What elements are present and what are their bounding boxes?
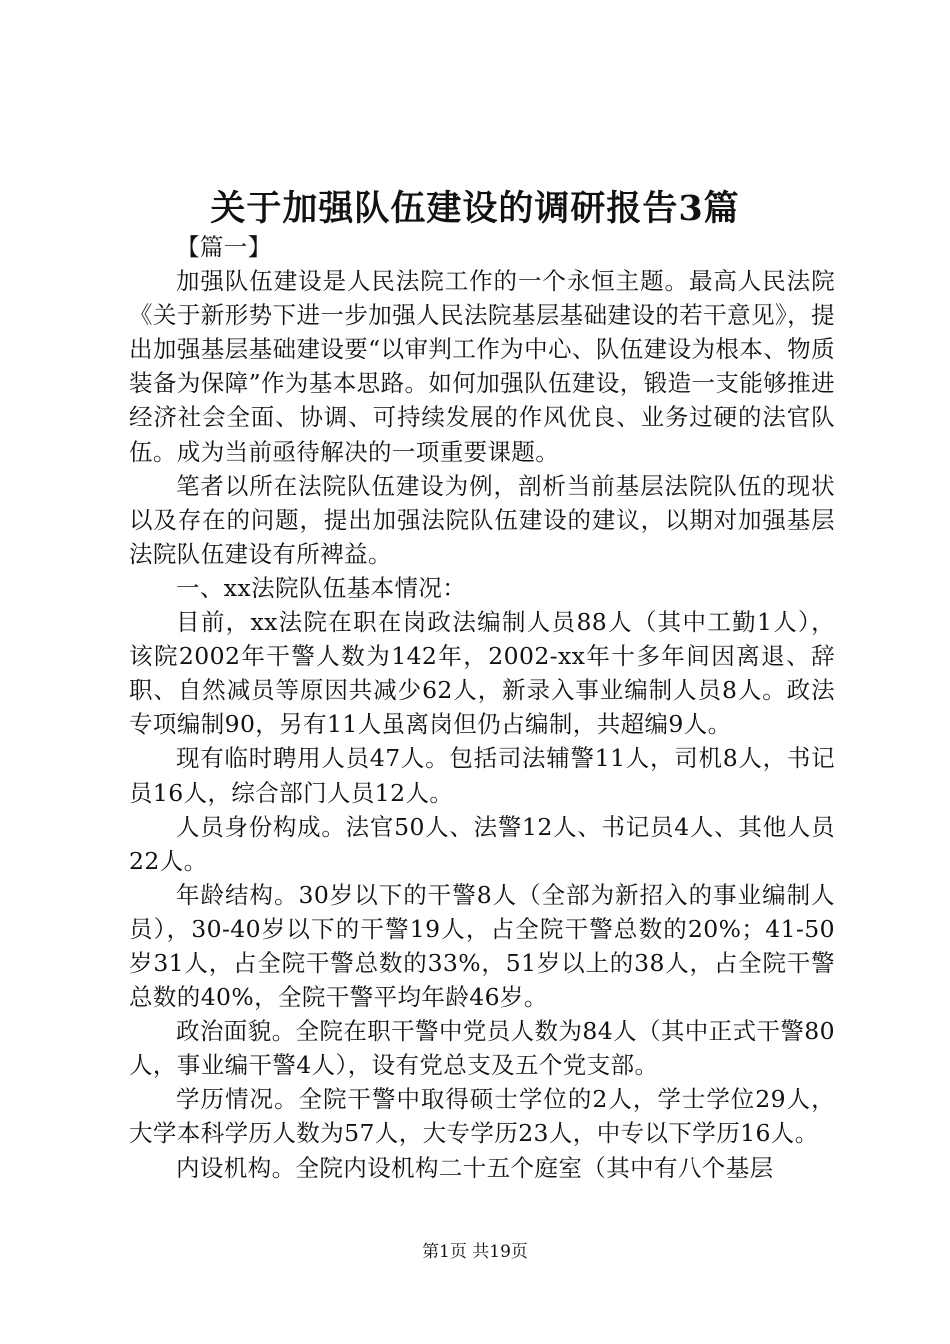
paragraph: 学历情况。全院干警中取得硕士学位的2人，学士学位29人，大学本科学历人数为57人，大专学历23人，中专以下学历16人。 xyxy=(129,1085,835,1148)
paragraph: 年龄结构。30岁以下的干警8人（全部为新招入的事业编制人员），30-40岁以下的干警19人，占全院干警总数的20%；41-50岁31人，占全院干警总数的33%，51岁以上的38人，占全院干警总数的40%，全院干警平均年龄46岁。 xyxy=(129,880,835,1012)
subsection-heading: 一、xx法院队伍基本情况： xyxy=(176,573,467,602)
paragraph: 政治面貌。全院在职干警中党员人数为84人（其中正式干警80人，事业编干警4人），设有党总支及五个党支部。 xyxy=(129,1017,835,1080)
document-title: 关于加强队伍建设的调研报告3篇 xyxy=(210,188,740,229)
paragraph: 笔者以所在法院队伍建设为例，剖析当前基层法院队伍的现状以及存在的问题，提出加强法院队伍建设的建议，以期对加强基层法院队伍建设有所裨益。 xyxy=(129,471,835,568)
document-body xyxy=(129,230,835,1185)
paragraph: 人员身份构成。法官50人、法警12人、书记员4人、其他人员22人。 xyxy=(129,812,835,875)
paragraph: 目前，xx法院在职在岗政法编制人员88人（其中工勤1人），该院2002年干警人数为142年，2002-xx年十多年间因离退、辞职、自然减员等原因共减少62人，新录入事业编制人员8人。政法专项编制90，另有11人虽离岗但仍占编制，共超编9人。 xyxy=(129,608,835,739)
paragraph: 现有临时聘用人员47人。包括司法辅警11人，司机8人，书记员16人，综合部门人员12人。 xyxy=(129,744,835,807)
section-heading: 【篇一】 xyxy=(176,233,272,261)
paragraph: 内设机构。全院内设机构二十五个庭室（其中有八个基层 xyxy=(176,1153,774,1182)
paragraph: 加强队伍建设是人民法院工作的一个永恒主题。最高人民法院《关于新形势下进一步加强人民法院基层基础建设的若干意见》，提出加强基层基础建设要“以审判工作为中心、队伍建设为根本、物质装备为保障”作为基本思路。如何加强队伍建设，锻造一支能够推进经济社会全面、协调、可持续发展的作风优良、业务过硬的法官队伍。成为当前亟待解决的一项重要课题。 xyxy=(129,267,835,466)
page-number-footer: 第1页 共19页 xyxy=(422,1242,528,1262)
